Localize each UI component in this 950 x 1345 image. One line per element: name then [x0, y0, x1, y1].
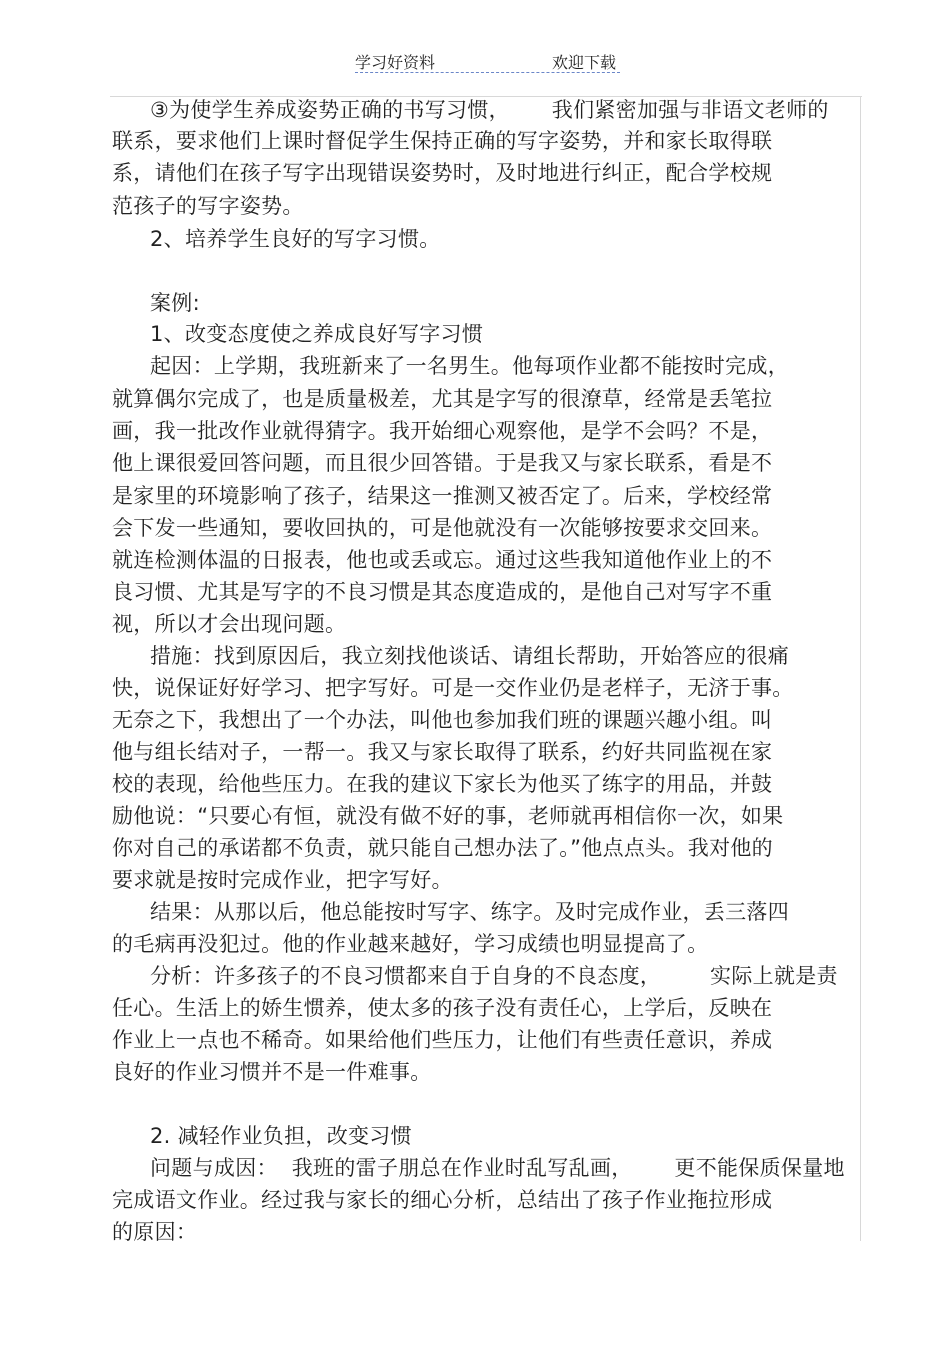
text-line: 分析：许多孩子的不良习惯都来自于自身的不良态度， 实际上就是责	[150, 964, 838, 988]
text-line: 任心。生活上的娇生惯养，使太多的孩子没有责任心，上学后，反映在	[112, 996, 773, 1020]
header-left-text: 学习好资料	[355, 53, 436, 72]
text-line: 1、改变态度使之养成良好写字习惯	[150, 322, 484, 346]
text-line: 他与组长结对子，一帮一。我又与家长取得了联系，约好共同监视在家	[112, 740, 773, 764]
text-line: 他上课很爱回答问题，而且很少回答错。于是我又与家长联系，看是不	[112, 451, 773, 475]
text-line: 校的表现，给他些压力。在我的建议下家长为他买了练字的用品，并鼓	[112, 772, 773, 796]
text-line: 无奈之下，我想出了一个办法，叫他也参加我们班的课题兴趣小组。叫	[112, 708, 773, 732]
text-line: 画，我一批改作业就得猜字。我开始细心观察他，是学不会吗？不是，	[112, 419, 773, 443]
text-line: 你对自己的承诺都不负责，就只能自己想办法了。”他点点头。我对他的	[112, 836, 773, 860]
text-line: 要求就是按时完成作业，把字写好。	[112, 868, 453, 892]
text-line: 2. 减轻作业负担，改变习惯	[150, 1124, 412, 1148]
text-line: 联系，要求他们上课时督促学生保持正确的写字姿势，并和家长取得联	[112, 129, 773, 153]
header-right-text: 欢迎下载	[551, 53, 616, 72]
text-line: 起因：上学期，我班新来了一名男生。他每项作业都不能按时完成，	[150, 354, 789, 378]
text-line: 视，所以才会出现问题。	[112, 612, 347, 636]
text-line: 完成语文作业。经过我与家长的细心分析，总结出了孩子作业拖拉形成	[112, 1188, 773, 1212]
text-line: 措施：找到原因后，我立刻找他谈话、请组长帮助，开始答应的很痛	[150, 644, 789, 668]
text-line: 作业上一点也不稀奇。如果给他们些压力，让他们有些责任意识，养成	[112, 1028, 773, 1052]
text-line: 快，说保证好好学习、把字写好。可是一交作业仍是老样子，无济于事。	[112, 676, 794, 700]
text-line: 范孩子的写字姿势。	[112, 194, 304, 218]
text-line: 案例:	[150, 291, 200, 315]
text-line: 就算偶尔完成了，也是质量极差，尤其是字写的很潦草，经常是丢笔拉	[112, 387, 773, 411]
text-line: 良习惯、尤其是写字的不良习惯是其态度造成的，是他自己对写字不重	[112, 580, 773, 604]
text-line: 良好的作业习惯并不是一件难事。	[112, 1060, 432, 1084]
text-line: 的原因：	[112, 1220, 198, 1244]
text-line: 系，请他们在孩子写字出现错误姿势时，及时地进行纠正，配合学校规	[112, 161, 773, 185]
text-line: 励他说：“只要心有恒，就没有做不好的事，老师就再相信你一次，如果	[112, 804, 784, 828]
text-line: 的毛病再没犯过。他的作业越来越好，学习成绩也明显提高了。	[112, 932, 709, 956]
text-line: 会下发一些通知，要收回执的，可是他就没有一次能够按要求交回来。	[112, 516, 773, 540]
text-line: ③为使学生养成姿势正确的书写习惯， 我们紧密加强与非语文老师的	[150, 98, 829, 122]
text-line: 是家里的环境影响了孩子，结果这一推测又被否定了。后来，学校经常	[112, 484, 773, 508]
text-line: 2、培养学生良好的写字习惯。	[150, 227, 441, 251]
text-line: 就连检测体温的日报表，他也或丢或忘。通过这些我知道他作业上的不	[112, 548, 773, 572]
text-line: 结果：从那以后，他总能按时写字、练字。及时完成作业，丢三落四	[150, 900, 789, 924]
text-line: 问题与成因： 我班的雷子朋总在作业时乱写乱画， 更不能保质保量地	[150, 1156, 845, 1180]
